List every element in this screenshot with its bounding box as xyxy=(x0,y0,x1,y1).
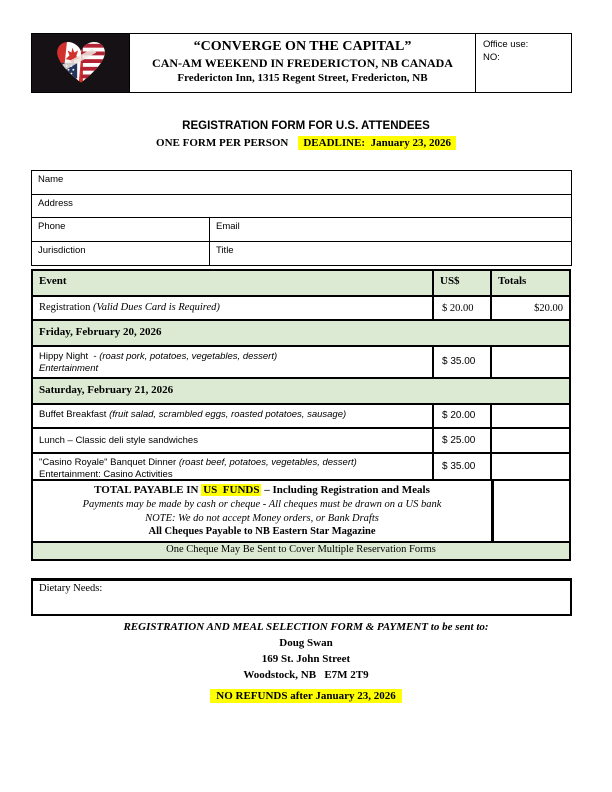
title-label: Title xyxy=(216,245,234,256)
footer xyxy=(0,621,612,704)
no-money-orders-note: NOTE: We do not accept Money orders, or Bank Drafts xyxy=(145,513,379,524)
breakfast-menu: (fruit salad, scrambled eggs, roasted potatoes, sausage) xyxy=(109,409,347,420)
lunch-price: $ 25.00 xyxy=(432,429,492,452)
dinner-price: $ 35.00 xyxy=(432,454,492,479)
phone-field[interactable] xyxy=(32,218,210,241)
breakfast-total-cell[interactable] xyxy=(492,405,569,427)
lunch-row xyxy=(33,427,569,452)
registration-row xyxy=(33,295,569,319)
dinner-entertainment: Entertainment: Casino Activities xyxy=(39,469,173,479)
total-payable-row xyxy=(33,479,569,541)
title-field[interactable] xyxy=(210,242,571,265)
deadline-highlight: DEADLINE: January 23, 2026 xyxy=(298,136,456,150)
recipient-city: Woodstock, NB E7M 2T9 xyxy=(243,669,369,681)
canada-us-heart-handshake-icon xyxy=(35,36,127,90)
cheques-payable-label: All Cheques Payable to xyxy=(148,526,256,537)
total-payable-pre: TOTAL PAYABLE IN xyxy=(94,484,202,496)
total-payable-text xyxy=(33,481,494,541)
registration-price: $ 20.00 xyxy=(432,297,492,319)
office-use-label: Office use: xyxy=(483,39,529,50)
dinner-label: "Casino Royale" Banquet Dinner xyxy=(39,457,179,468)
office-no-field[interactable]: NO: xyxy=(483,52,500,63)
one-cheque-note: One Cheque May Be Sent to Cover Multiple Reservation Forms xyxy=(166,544,436,555)
lunch-label: Lunch – Classic deli style sandwiches xyxy=(39,435,198,446)
grand-total-cell[interactable] xyxy=(494,481,569,541)
recipient-name: Doug Swan xyxy=(279,637,333,649)
lunch-total-cell[interactable] xyxy=(492,429,569,452)
name-field[interactable] xyxy=(32,171,571,194)
saturday-section-header: Saturday, February 21, 2026 xyxy=(39,384,174,396)
recipient-street: 169 St. John Street xyxy=(261,653,351,665)
table-header-row xyxy=(33,271,569,295)
event-table xyxy=(31,269,571,561)
banquet-dinner-row xyxy=(33,452,569,479)
venue-line: Fredericton Inn, 1315 Regent Street, Fredericton, NB xyxy=(177,72,428,84)
friday-section-row xyxy=(33,319,569,345)
jurisdiction-label: Jurisdiction xyxy=(38,245,86,256)
dinner-total-cell[interactable] xyxy=(492,454,569,479)
send-to-line: REGISTRATION AND MEAL SELECTION FORM & PAYMENT to be sent to: xyxy=(123,621,489,633)
registration-total: $20.00 xyxy=(534,302,563,314)
email-label: Email xyxy=(216,221,240,232)
saturday-section-row xyxy=(33,377,569,403)
form-title: REGISTRATION FORM FOR U.S. ATTENDEES xyxy=(182,120,430,132)
hippy-night-entertainment: Entertainment xyxy=(39,363,99,374)
jurisdiction-field[interactable] xyxy=(32,242,210,265)
one-form-note: ONE FORM PER PERSON xyxy=(156,137,289,149)
hippy-night-price: $ 35.00 xyxy=(432,347,492,377)
us-funds-highlight: US FUNDS xyxy=(203,484,260,496)
header-titles xyxy=(130,34,475,92)
address-field[interactable] xyxy=(32,194,571,217)
registration-note: (Valid Dues Card is Required) xyxy=(92,302,220,313)
event-title: “CONVERGE ON THE CAPITAL” xyxy=(193,39,412,54)
hippy-night-label: Hippy Night - xyxy=(39,351,100,362)
email-field[interactable] xyxy=(210,218,571,241)
name-label: Name xyxy=(38,174,64,185)
breakfast-row xyxy=(33,403,569,427)
form-title-block xyxy=(0,120,612,149)
phone-label: Phone xyxy=(38,221,66,232)
contact-table xyxy=(31,170,572,266)
logo-cell xyxy=(32,34,130,92)
dietary-needs-field[interactable] xyxy=(31,578,572,616)
event-subtitle: CAN-AM WEEKEND IN FREDERICTON, NB CANADA xyxy=(152,56,453,70)
breakfast-price: $ 20.00 xyxy=(432,405,492,427)
friday-section-header: Friday, February 20, 2026 xyxy=(39,326,162,338)
address-label: Address xyxy=(38,198,73,209)
hippy-night-menu: (roast pork, potatoes, vegetables, dessert) xyxy=(99,351,278,362)
registration-label: Registration xyxy=(39,302,93,313)
one-cheque-row xyxy=(33,541,569,559)
breakfast-label: Buffet Breakfast xyxy=(39,409,110,420)
payment-methods-note: Payments may be made by cash or cheque - All cheques must be drawn on a US bank xyxy=(82,499,442,510)
hippy-night-row xyxy=(33,345,569,377)
event-column-header: Event xyxy=(39,275,67,287)
cheques-payable-name: NB Eastern Star Magazine xyxy=(255,526,376,537)
hippy-night-total-cell[interactable] xyxy=(492,347,569,377)
header xyxy=(31,33,572,93)
no-refunds-highlight: NO REFUNDS after January 23, 2026 xyxy=(210,689,401,703)
dinner-menu: (roast beef, potatoes, vegetables, dessert) xyxy=(178,457,357,468)
totals-column-header: Totals xyxy=(498,275,527,287)
dietary-needs-label: Dietary Needs: xyxy=(39,583,103,594)
office-use-box xyxy=(475,34,571,92)
usd-column-header: US$ xyxy=(432,271,492,295)
total-payable-post: – Including Registration and Meals xyxy=(261,484,430,496)
